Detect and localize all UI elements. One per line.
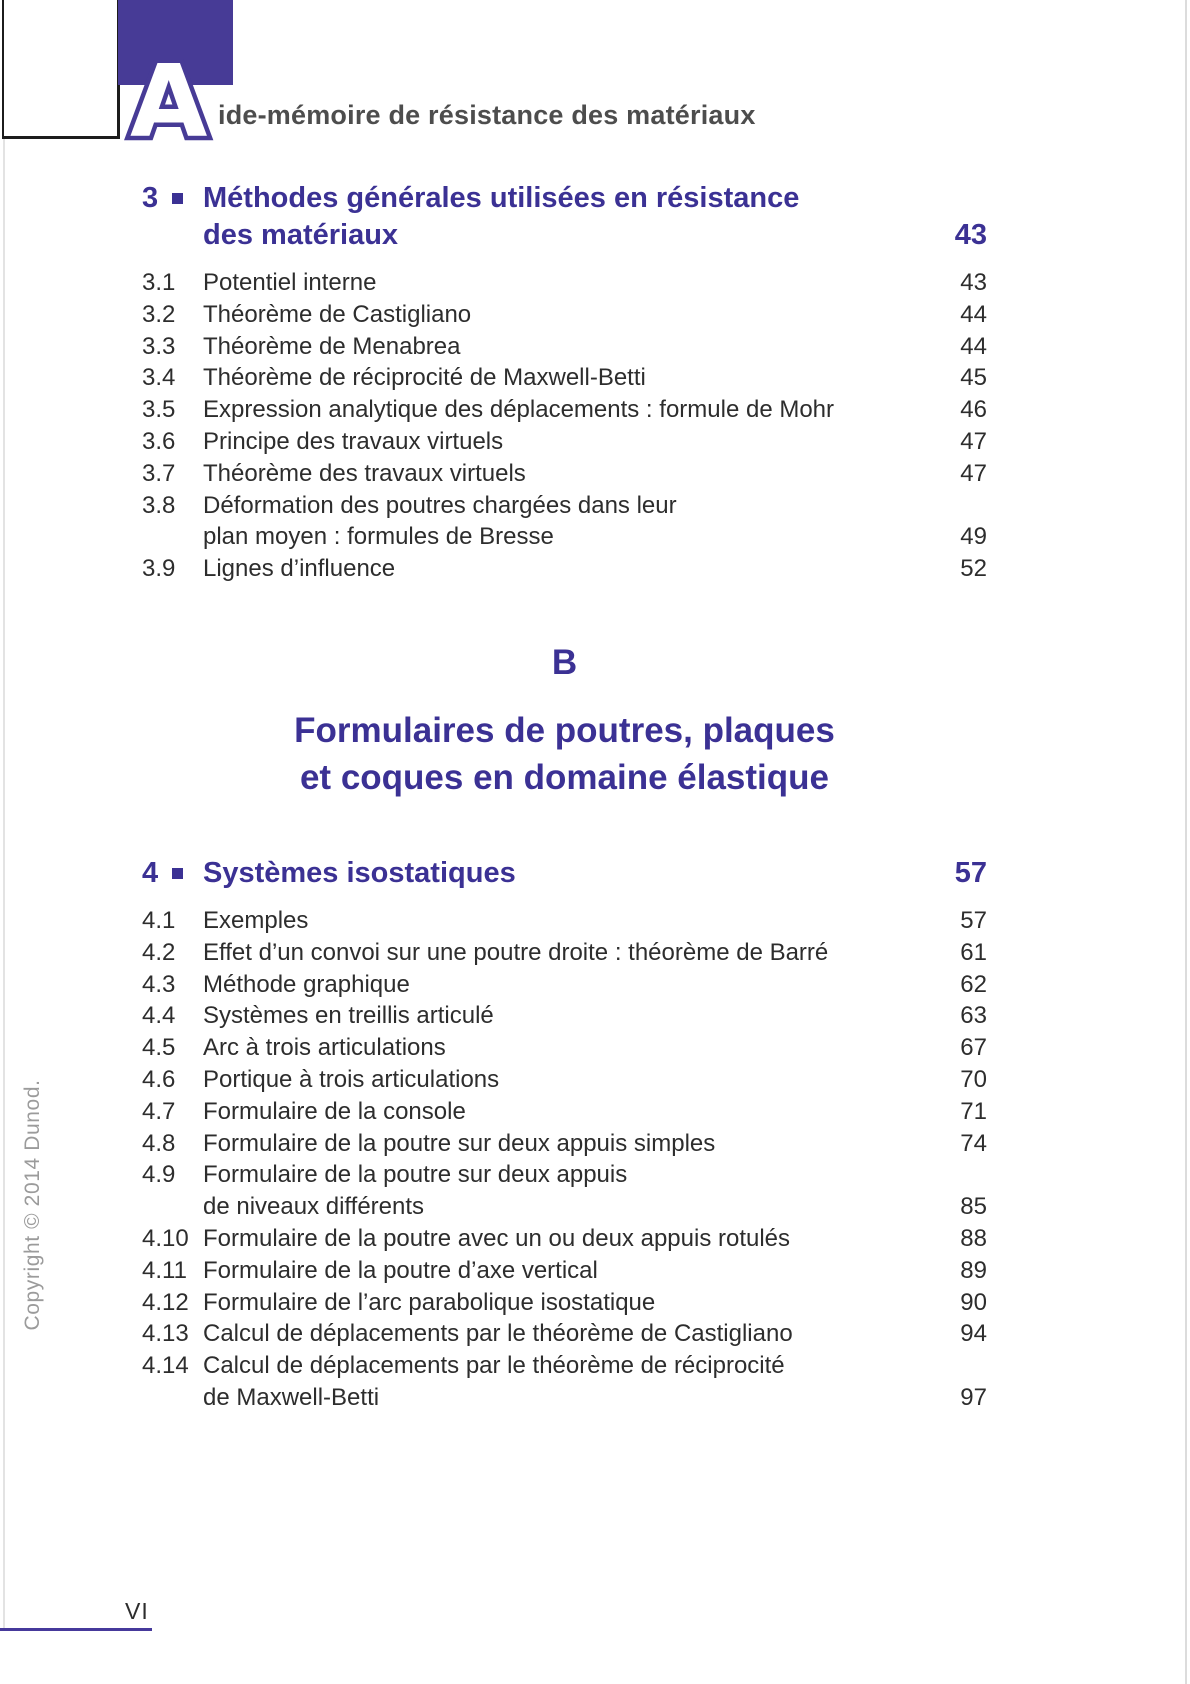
toc-entry-page: 70 — [960, 1065, 987, 1093]
toc-entry-title-line: Principe des travaux virtuels — [203, 427, 504, 455]
toc-entry — [142, 553, 987, 585]
toc-entry-title-line: Exemples — [203, 906, 309, 934]
toc-entry — [142, 299, 987, 331]
toc-entry — [142, 267, 987, 299]
section-heading — [142, 855, 987, 892]
page-edge-left — [3, 139, 5, 1630]
toc-entry-title — [203, 362, 941, 394]
toc-entry — [142, 426, 987, 458]
toc-entry-title — [203, 1350, 941, 1414]
toc-entry — [142, 905, 987, 937]
square-bullet-icon — [172, 868, 183, 879]
page-edge-right — [1185, 0, 1187, 1684]
toc-entry-title-line: Systèmes en treillis articulé — [203, 1002, 494, 1030]
toc-entry — [142, 394, 987, 426]
toc-entry-page: 44 — [960, 332, 987, 360]
toc-entry-page: 46 — [960, 396, 987, 424]
toc-entry-number: 3.2 — [142, 300, 176, 328]
section-title — [203, 855, 939, 892]
toc-entry-page: 44 — [960, 300, 987, 328]
toc-entry-title-line: Méthode graphique — [203, 970, 410, 998]
toc-entry-title-line: Théorème de réciprocité de Maxwell-Betti — [203, 364, 646, 392]
toc-list — [142, 267, 987, 585]
toc-entry-page: 47 — [960, 427, 987, 455]
toc-entry-title — [203, 426, 941, 458]
toc-entry-title — [203, 969, 941, 1001]
toc-entry-title-line: Lignes d’influence — [203, 555, 396, 583]
toc-entry-number: 4.8 — [142, 1129, 176, 1157]
toc-entry-title — [203, 1096, 941, 1128]
svg-text:A: A — [130, 46, 208, 144]
toc-entry-number: 4.1 — [142, 906, 176, 934]
toc-entry-number: 4.6 — [142, 1065, 176, 1093]
toc-entry-number: 3.6 — [142, 427, 176, 455]
toc-entry-number: 4.2 — [142, 938, 176, 966]
section-page-number: 43 — [954, 219, 987, 251]
part-title — [142, 707, 987, 801]
toc-entry-title — [203, 1032, 941, 1064]
section-page-number: 57 — [954, 856, 987, 889]
toc-entry — [142, 458, 987, 490]
toc-entry-title-line: Potentiel interne — [203, 269, 377, 296]
toc-entry — [142, 362, 987, 394]
toc-entry-number: 3.1 — [142, 269, 176, 296]
toc-entry-page: 97 — [960, 1383, 987, 1411]
toc-entry-number: 4.5 — [142, 1034, 176, 1062]
toc-entry-page: 61 — [960, 938, 987, 966]
toc-entry — [142, 1223, 987, 1255]
toc-entry-page: 89 — [960, 1256, 987, 1284]
toc-entry-title — [203, 490, 941, 554]
part-title-line: et coques en domaine élastique — [299, 757, 830, 797]
section-title — [203, 180, 939, 254]
toc-entry-page: 62 — [960, 970, 987, 998]
toc-entry-title — [203, 458, 941, 490]
toc-entry-title — [203, 553, 941, 585]
toc-entry-page: 94 — [960, 1320, 987, 1348]
toc-entry-title — [203, 1159, 941, 1223]
toc-main — [142, 180, 987, 1414]
toc-entry-title — [203, 299, 941, 331]
toc-entry-title — [203, 905, 941, 937]
toc-entry-number: 4.7 — [142, 1097, 176, 1125]
toc-entry-title-line: Formulaire de la console — [203, 1097, 466, 1125]
toc-entry-number: 3.3 — [142, 332, 176, 360]
section-title-line: Méthodes générales utilisées en résistance — [203, 182, 800, 214]
section-3 — [142, 180, 987, 585]
toc-entry-title-line: de niveaux différents — [203, 1193, 425, 1221]
toc-entry-title-line: Effet d’un convoi sur une poutre droite : théorème de Barré — [203, 938, 829, 966]
toc-entry — [142, 1159, 987, 1223]
toc-entry-title-line: Portique à trois articulations — [203, 1065, 500, 1093]
toc-entry — [142, 1064, 987, 1096]
toc-entry — [142, 331, 987, 363]
part-letter: B — [551, 642, 578, 682]
toc-entry — [142, 1032, 987, 1064]
toc-entry-number: 3.9 — [142, 555, 176, 583]
section-number: 4 — [142, 856, 159, 889]
toc-entry-title-line: plan moyen : formules de Bresse — [203, 523, 554, 551]
toc-entry-number: 3.5 — [142, 396, 176, 424]
toc-entry-page: 47 — [960, 459, 987, 487]
toc-entry-number: 3.4 — [142, 364, 176, 392]
toc-entry — [142, 1000, 987, 1032]
toc-entry-page: 43 — [960, 269, 987, 296]
toc-list — [142, 905, 987, 1414]
folio-rule — [0, 1628, 152, 1631]
toc-entry-number: 4.10 — [142, 1224, 189, 1252]
folio-page-number: VI — [125, 1598, 149, 1624]
toc-entry-title — [203, 1287, 941, 1319]
toc-entry-title — [203, 1128, 941, 1160]
toc-entry-title — [203, 394, 941, 426]
toc-entry-number: 4.13 — [142, 1320, 189, 1348]
toc-entry-page: 71 — [960, 1097, 987, 1125]
section-number-group — [142, 180, 203, 217]
toc-entry-page: 88 — [960, 1224, 987, 1252]
toc-entry-title — [203, 1318, 941, 1350]
toc-entry-page: 45 — [960, 364, 987, 392]
section-number: 3 — [142, 182, 159, 214]
toc-entry-title-line: Déformation des poutres chargées dans leur — [203, 491, 677, 519]
section-heading — [142, 180, 987, 254]
toc-entry-title — [203, 267, 941, 299]
toc-entry-title-line: Arc à trois articulations — [203, 1034, 446, 1062]
toc-entry-title — [203, 1000, 941, 1032]
toc-entry-number: 4.12 — [142, 1288, 189, 1316]
toc-entry — [142, 1287, 987, 1319]
toc-entry-title-line: Théorème de Castigliano — [203, 300, 472, 328]
toc-entry-page: 85 — [960, 1193, 987, 1221]
toc-entry — [142, 1255, 987, 1287]
toc-entry-title — [203, 1255, 941, 1287]
toc-entry — [142, 1350, 987, 1414]
toc-entry-title-line: Calcul de déplacements par le théorème de réciprocité — [203, 1352, 785, 1380]
toc-entry-page: 67 — [960, 1034, 987, 1062]
square-bullet-icon — [172, 193, 183, 204]
section-title-line: Systèmes isostatiques — [203, 856, 516, 889]
toc-entry-title-line: Théorème des travaux virtuels — [203, 459, 526, 487]
toc-entry-title-line: Formulaire de la poutre avec un ou deux appuis rotulés — [203, 1224, 791, 1252]
toc-entry-title-line: Formulaire de la poutre sur deux appuis simples — [203, 1129, 716, 1157]
toc-entry-title-line: Théorème de Menabrea — [203, 332, 461, 360]
toc-entry-number: 3.7 — [142, 459, 176, 487]
toc-entry-title — [203, 1223, 941, 1255]
section-4 — [142, 855, 987, 1414]
toc-entry — [142, 490, 987, 554]
toc-entry-page: 74 — [960, 1129, 987, 1157]
toc-entry-page: 49 — [960, 523, 987, 551]
book-title: ide-mémoire de résistance des matériaux — [218, 100, 756, 130]
section-title-line: des matériaux — [203, 219, 399, 251]
toc-entry-page: 57 — [960, 906, 987, 934]
toc-entry-title-line: Formulaire de la poutre sur deux appuis — [203, 1161, 628, 1189]
toc-entry-title — [203, 1064, 941, 1096]
section-number-group — [142, 855, 203, 892]
copyright-sidebar-text: Copyright © 2014 Dunod. — [21, 1079, 44, 1331]
toc-entry-title-line: de Maxwell-Betti — [203, 1383, 380, 1411]
toc-entry-number: 4.11 — [142, 1256, 187, 1284]
toc-entry-title-line: Calcul de déplacements par le théorème de Castigliano — [203, 1320, 793, 1348]
toc-entry — [142, 969, 987, 1001]
toc-entry — [142, 1096, 987, 1128]
toc-entry — [142, 1318, 987, 1350]
part-title-line: Formulaires de poutres, plaques — [294, 710, 835, 750]
toc-entry-number: 3.8 — [142, 491, 176, 519]
toc-entry-title — [203, 937, 941, 969]
toc-entry-title — [203, 331, 941, 363]
toc-entry-page: 52 — [960, 555, 987, 583]
toc-entry-number: 4.9 — [142, 1161, 176, 1189]
toc-entry-page: 90 — [960, 1288, 987, 1316]
toc-entry-title-line: Formulaire de l’arc parabolique isostatique — [203, 1288, 656, 1316]
toc-entry-number: 4.3 — [142, 970, 176, 998]
toc-entry-page: 63 — [960, 1002, 987, 1030]
toc-entry-title-line: Formulaire de la poutre d’axe vertical — [203, 1256, 598, 1284]
toc-entry-title-line: Expression analytique des déplacements : formule de Mohr — [203, 396, 835, 424]
toc-entry-number: 4.14 — [142, 1352, 189, 1380]
header-corner-rule — [2, 0, 120, 139]
toc-entry-number: 4.4 — [142, 1002, 176, 1030]
part-divider — [142, 641, 987, 801]
toc-entry — [142, 1128, 987, 1160]
toc-entry — [142, 937, 987, 969]
